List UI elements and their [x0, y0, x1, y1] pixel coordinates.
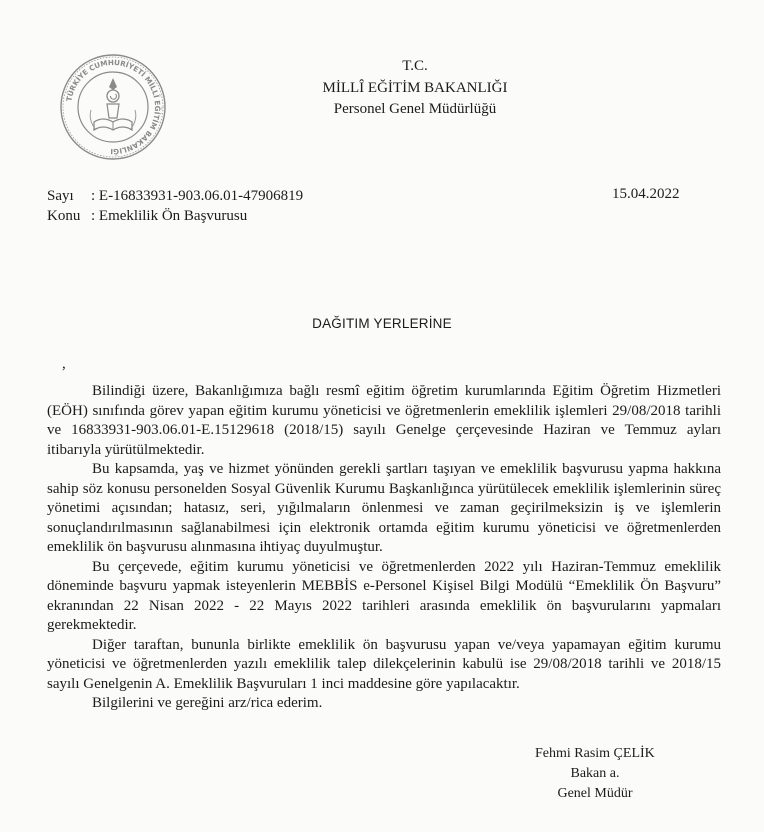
seal-ring-text: TÜRKİYE CUMHURİYETİ MİLLÎ EĞİTİM BAKANLIĞI	[64, 57, 163, 157]
paragraph-1: Bilindiği üzere, Bakanlığımıza bağlı resmî eğitim öğretim kurumlarında Eğitim Öğretim Hizmetleri (EÖH) sınıfında görev yapan eğitim kurumu yöneticisi ve öğretmenlerin emeklilik işlemleri 29/08/2018 tarihli ve 16833931-903.06.01-E.15129618 (2018/15) sayılı Genelge çerçevesinde Haziran ve Temmuz ayları itibarıyla yürütülmektedir.	[47, 383, 721, 458]
sayi-value: : E-16833931-903.06.01-47906819	[91, 188, 304, 204]
paragraph-2: Bu kapsamda, yaş ve hizmet yönünden gerekli şartları taşıyan ve emeklilik başvurusu yapma hakkına sahip söz konusu personelden Sosyal Güvenlik Kurumu Başkanlığınca yürütülecek emeklilik işlemlerinin süreç yönetimi açısından; hatasız, seri, yığılmaların önlenmesi ve zaman geçirilmeksizin iş ve işlemlerin sonuçlandırılmasının sağlanabilmesi için elektronik ortamda eğitim kurumu yöneticisi ve öğretmenlerden emeklilik ön başvurusu alınmasına ihtiyaç duyulmuştur.	[47, 461, 721, 555]
distribution-heading: DAĞITIM YERLERİNE	[312, 316, 452, 331]
paragraph-5: Bilgilerini ve gereğini arz/rica ederim.	[92, 695, 323, 711]
signature-block	[520, 744, 670, 804]
paragraph-3: Bu çerçevede, eğitim kurumu yöneticisi ve öğretmenlerden 2022 yılı Haziran-Temmuz emeklilik döneminde başvuru yapmak isteyenlerin MEBBİS e-Personel Kişisel Bilgi Modülü “Emeklilik Ön Başvuru” ekranından 22 Nisan 2022 - 22 Mayıs 2022 tarihleri arasında emeklilik ön başvurularını yapmaları gerekmektedir.	[47, 558, 721, 633]
letterhead-tc: T.C.	[402, 58, 428, 74]
signatory-name: Fehmi Rasim ÇELİK	[535, 746, 655, 761]
letter-body	[47, 382, 721, 714]
sayi-row	[47, 186, 303, 206]
ministry-seal-icon	[58, 52, 168, 162]
paragraph-4: Diğer taraftan, bununla birlikte emeklilik ön başvurusu yapan ve/veya yapamayan eğitim kurumu yöneticisi ve öğretmenlerden yazılı emeklilik talep dilekçelerinin kabulü ise 29/08/2018 tarihli ve 2018/15 sayılı Genelgenin A. Emeklilik Başvuruları 1 inci maddesine göre yapılacaktır.	[47, 636, 721, 692]
letterhead-ministry: MİLLÎ EĞİTİM BAKANLIĞI	[322, 80, 508, 96]
signatory-title: Genel Müdür	[557, 786, 633, 801]
letter-meta	[47, 186, 303, 226]
salutation: ,	[62, 356, 66, 372]
sayi-label: Sayı	[47, 188, 74, 204]
letter-date: 15.04.2022	[612, 186, 680, 202]
konu-value: : Emeklilik Ön Başvurusu	[91, 208, 248, 224]
signatory-capacity: Bakan a.	[570, 766, 620, 781]
letterhead-department: Personel Genel Müdürlüğü	[333, 101, 497, 117]
konu-row	[47, 206, 303, 226]
konu-label: Konu	[47, 208, 81, 224]
